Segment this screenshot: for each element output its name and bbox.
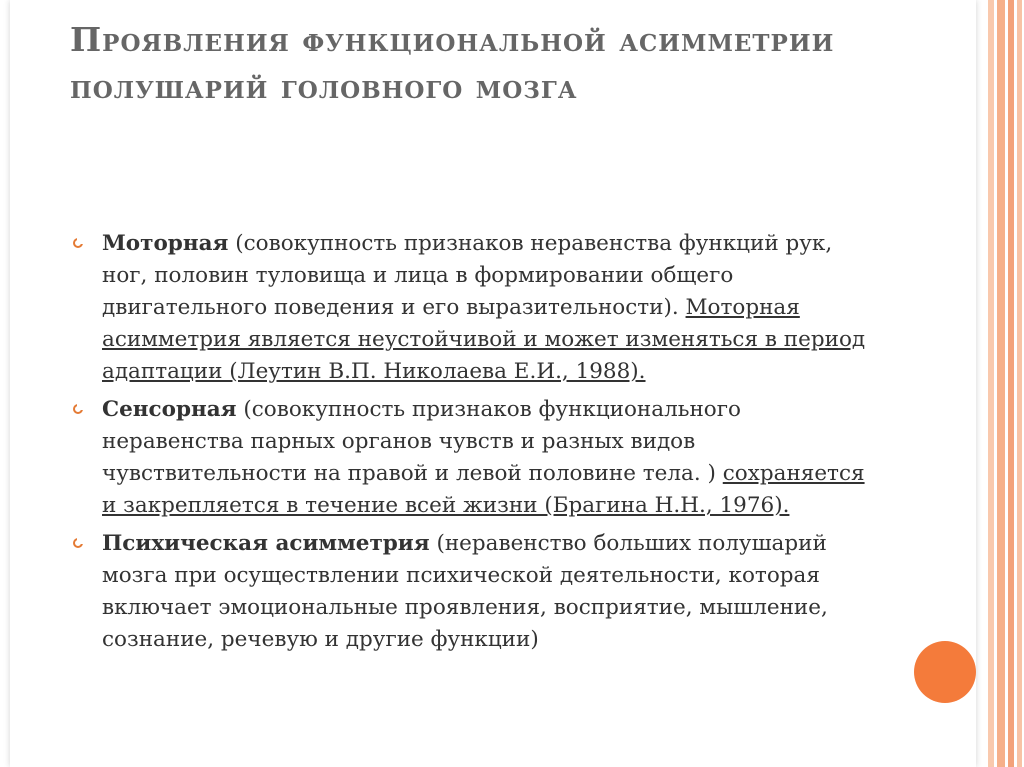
item-description: (совокупность признаков неравенства функций рук, ног, половин туловища и лица в формировании общего двигательного поведения и его выразительности). [102,231,833,320]
list-item [70,528,870,656]
item-term: Сенсорная [102,397,237,422]
item-note: Моторная асимметрия является неустойчивой и может изменяться в период адаптации (Леутин В.П. Николаева Е.И., 1988). [102,295,866,384]
list-item [70,228,870,388]
decorative-circle [914,641,976,703]
decorative-stripes [982,0,1024,767]
item-description: (неравенство больших полушарий мозга при осуществлении психической деятельности, которая включает эмоциональные проявления, восприятие, мышление, сознание, речевую и другие функции) [102,531,828,652]
item-note: сохраняется и закрепляется в течение всей жизни (Брагина Н.Н., 1976). [102,461,865,518]
bullet-list [70,228,870,662]
stripe [1008,0,1014,767]
stripe [1017,0,1022,767]
stripe [997,0,1005,767]
item-term: Психическая асимметрия [102,531,430,556]
item-term: Моторная [102,231,229,256]
bullet-icon [73,404,83,414]
slide [10,0,976,767]
list-item [70,394,870,522]
slide-title: Проявления функциональной асимметрии полушарий головного мозга [70,20,835,106]
item-description: (совокупность признаков функционального неравенства парных органов чувств и разных видов чувствительности на правой и левой половине тела. ) [102,397,741,486]
bullet-icon [73,538,83,548]
stripe [988,0,994,767]
bullet-icon [73,238,83,248]
